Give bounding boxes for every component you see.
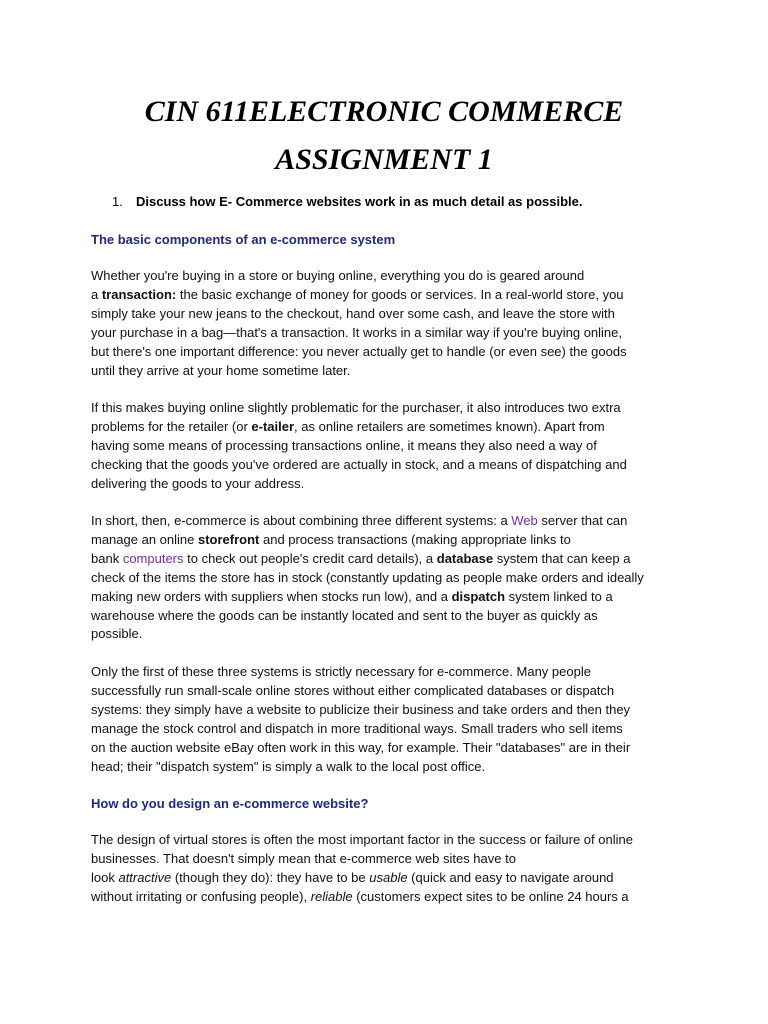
text-line: successfully run small-scale online stores without either complicated databases or dispatch	[91, 682, 615, 698]
paragraph	[91, 831, 691, 907]
text-line: delivering the goods to your address.	[91, 475, 305, 491]
question-number: 1.	[112, 194, 123, 209]
document-title: CIN 611ELECTRONIC COMMERCE	[144, 95, 624, 128]
text-line: without irritating or confusing people), reliable (customers expect sites to be online 24 hours a	[91, 888, 629, 904]
text-line: a transaction: the basic exchange of money for goods or services. In a real-world store, you	[91, 286, 624, 302]
text-line: check of the items the store has in stock (constantly updating as people make orders and ideally	[91, 569, 644, 585]
section-heading: The basic components of an e-commerce system	[91, 232, 396, 247]
text-line: If this makes buying online slightly problematic for the purchaser, it also introduces two extra	[91, 400, 621, 415]
text-line: having some means of processing transactions online, it means they also need a way of	[91, 437, 597, 453]
question-text: Discuss how E- Commerce websites work in as much detail as possible.	[136, 194, 583, 209]
term-e-tailer: e-tailer	[251, 418, 295, 434]
paragraph	[91, 512, 691, 644]
term-storefront: storefront	[197, 531, 260, 547]
text-line: possible.	[91, 626, 143, 642]
text-line: warehouse where the goods can be instantly located and sent to the buyer as quickly as	[91, 607, 598, 623]
term-usable: usable	[369, 869, 408, 885]
link-computers[interactable]: computers	[122, 550, 184, 566]
term-transaction: transaction:	[101, 286, 177, 302]
paragraph	[91, 267, 691, 380]
term-dispatch: dispatch	[451, 588, 506, 604]
term-database: database	[436, 550, 494, 566]
section-heading: How do you design an e-commerce website?	[91, 796, 369, 811]
text-line: businesses. That doesn't simply mean that e-commerce web sites have to	[91, 850, 516, 866]
text-line: problems for the retailer (or e-tailer, as online retailers are sometimes known). Apart from	[91, 418, 605, 434]
text-line: your purchase in a bag—that's a transaction. It works in a similar way if you're buying online,	[91, 324, 623, 340]
text-line: making new orders with suppliers when stocks run low), and a dispatch system linked to a	[91, 588, 613, 604]
link-web[interactable]: Web	[511, 513, 538, 528]
text-line: In short, then, e-commerce is about combining three different systems: a Web server that can	[91, 513, 628, 528]
text-line: bank computers to check out people's credit card details), a database system that can keep a	[91, 550, 631, 566]
text-line: until they arrive at your home sometime later.	[91, 362, 351, 378]
text-line: head; their "dispatch system" is simply a walk to the local post office.	[91, 758, 486, 774]
document-subtitle: ASSIGNMENT 1	[275, 143, 493, 176]
text-line: Only the first of these three systems is strictly necessary for e-commerce. Many people	[91, 664, 591, 679]
text-line: manage the stock control and dispatch in more traditional ways. Small traders who sell items	[91, 720, 623, 736]
paragraph	[91, 663, 691, 776]
term-reliable: reliable	[310, 888, 353, 904]
question-item	[112, 193, 582, 210]
text-line: manage an online storefront and process transactions (making appropriate links to	[91, 531, 571, 547]
text-line: but there's one important difference: you never actually get to handle (or even see) the goods	[91, 343, 627, 359]
term-attractive: attractive	[118, 869, 172, 885]
text-line: checking that the goods you've ordered are actually in stock, and a means of dispatching and	[91, 456, 627, 472]
text-line: simply take your new jeans to the checkout, hand over some cash, and leave the store with	[91, 305, 615, 321]
text-line: systems: they simply have a website to publicize their business and take orders and then they	[91, 701, 631, 717]
text-line: look attractive (though they do): they have to be usable (quick and easy to navigate around	[91, 869, 614, 885]
text-line: on the auction website eBay often work in this way, for example. Their "databases" are in their	[91, 739, 631, 755]
text-line: The design of virtual stores is often the most important factor in the success or failure of online	[91, 832, 633, 847]
paragraph	[91, 399, 691, 494]
text-line: Whether you're buying in a store or buying online, everything you do is geared around	[91, 268, 585, 283]
